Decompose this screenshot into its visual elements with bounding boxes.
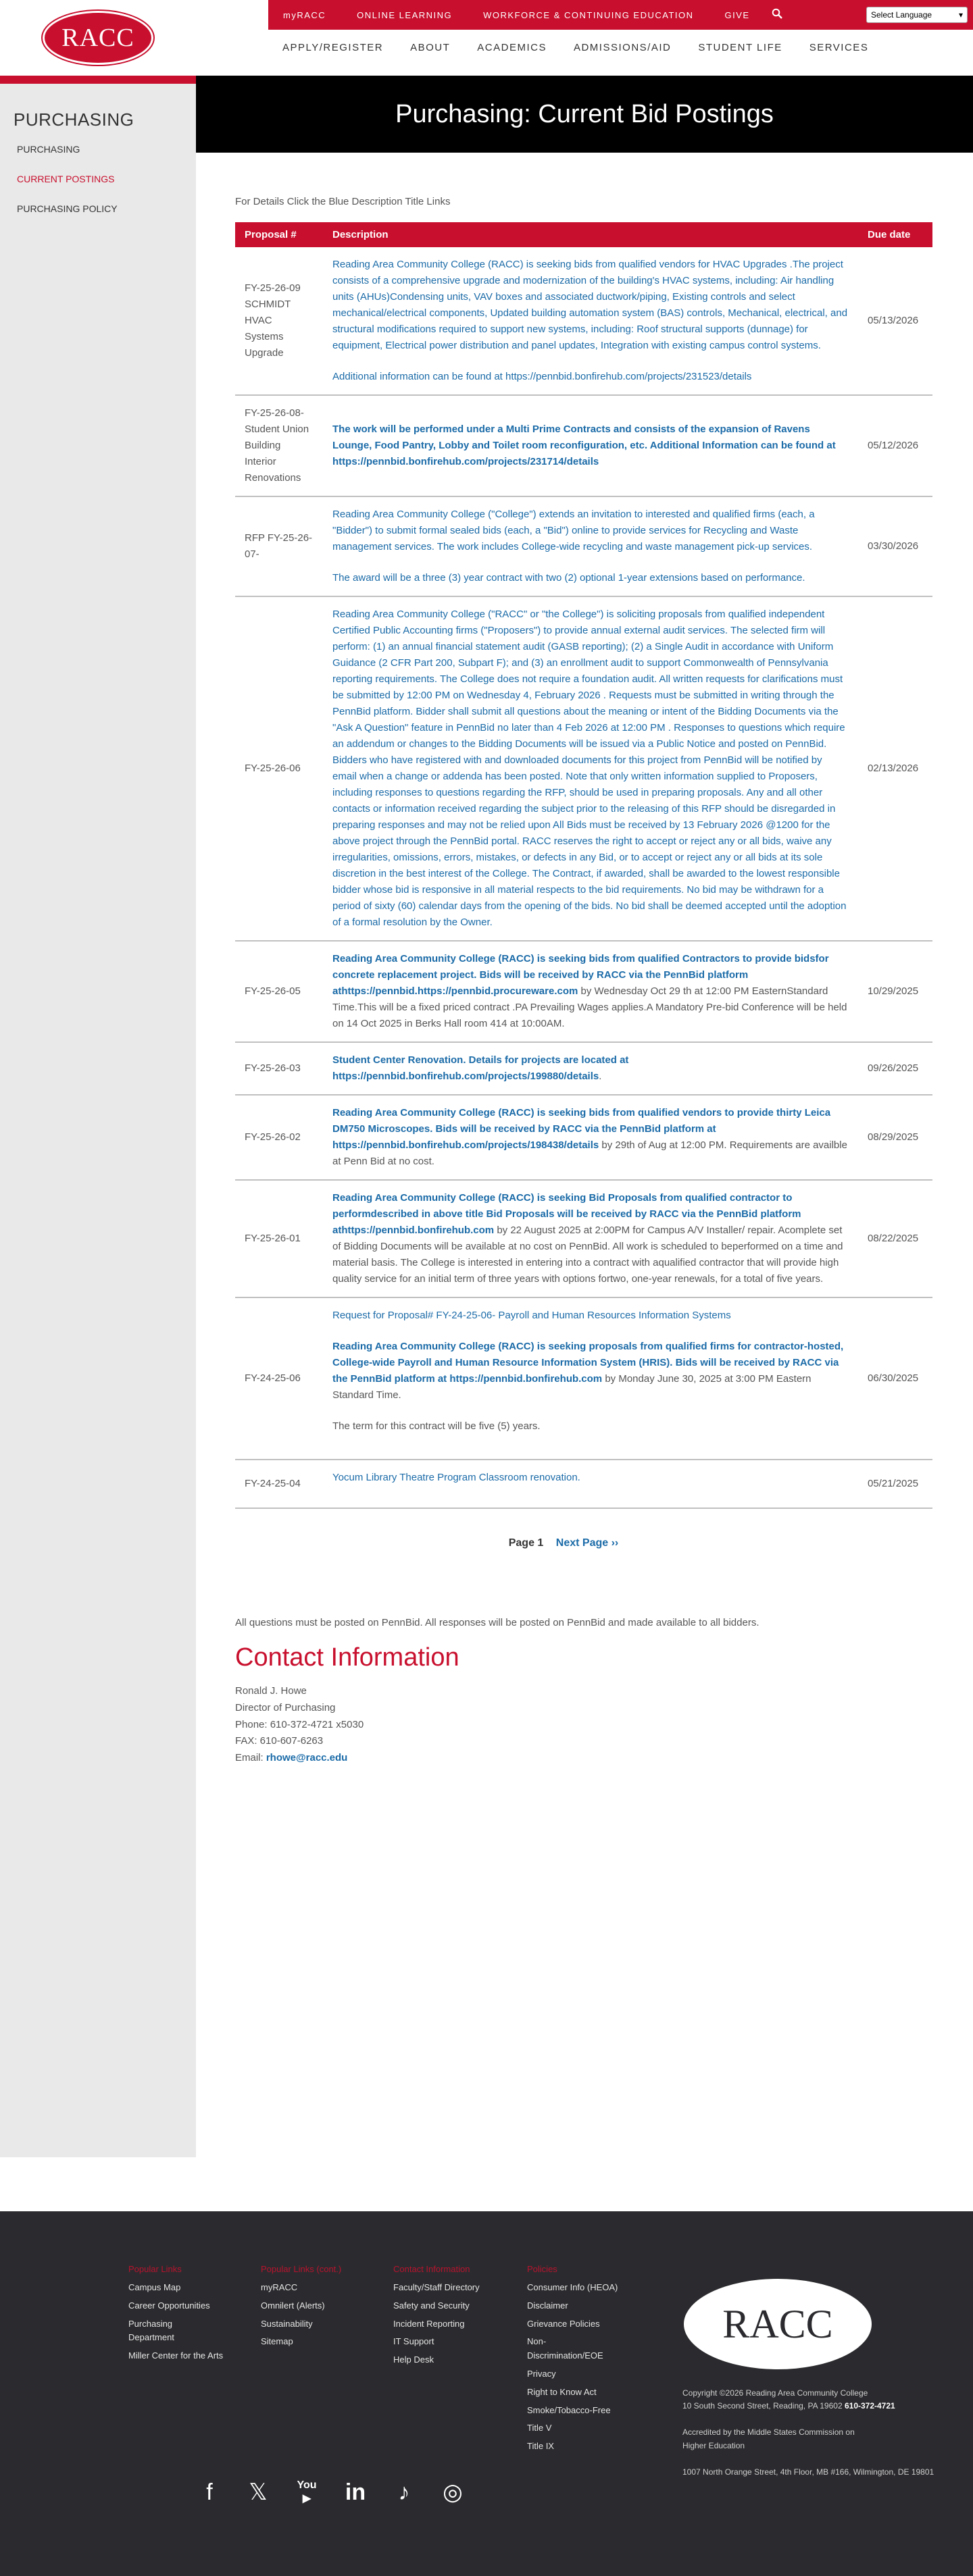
description-link[interactable]: Reading Area Community College (RACC) is seeking bids from qualified Contractors to provide bidsfor concrete replacement project. Bids will be received by RACC via the PennBid platform athttps://pennbid.https://pennbid.procureware.com bbox=[332, 953, 829, 997]
footer-link[interactable]: Help Desk bbox=[393, 2354, 434, 2365]
description-text: by 22 August 2025 at 2:00PM for Campus A/V Installer/ repair. Acomplete set of Bidding Documents will be available at no cost on PennBid. All work is scheduled to beperformed on a time and material basis. The College is interested in entering into a contract with aqualified contractor that will provide high quality service for an initial term of three years with options fortwo, one-year renewals, for a total of five years. bbox=[332, 1225, 843, 1285]
sidebar-item-current-postings[interactable]: CURRENT POSTINGS bbox=[17, 174, 115, 184]
intro-text: For Details Click the Blue Description Title Links bbox=[235, 196, 451, 207]
tiktok-icon[interactable]: ♪ bbox=[398, 2479, 410, 2505]
table-row bbox=[235, 596, 932, 941]
description-link[interactable]: Reading Area Community College ("RACC" or "the College") is soliciting proposals from qualified independent Certified Public Accounting firms ("Proposers") to provide annual external audit services. The selected firm will perform: (1) an annual financial statement audit (GASB reporting); (2) a Single Audit in accordance with Uniform Guidance (2 CFR Part 200, Subpart F); and (3) an enrollment audit to support Commonwealth of Pennsylvania reporting requirements. The College does not require a foundation audit. All written requests for clarifications must be submitted by 12:00 PM on Wednesday 4, February 2026 . Requests must be submitted in writing through the PennBid platform. Bidder shall submit all questions about the meaning or intent of the Bidding Documents via the "Ask A Question" feature in PennBid no later than 4 Feb 2026 at 12:00 PM . Responses to questions which require an addendum or changes to the Bidding Documents will be issued via a Public Notice and posted on PennBid. Bidders who have registered with and downloaded documents for this project from PennBid will be notified by email when a change or addenda has been posted. Note that only written information supplied to Proposers, including responses to questions regarding the RFP, should be used in preparing proposals. Any and all other contacts or information received regarding the subject prior to the releasing of this RFP should be disregarded in preparing responses and may not be relied upon All Bids must be received by 13 February 2026 @1200 for the above project through the PennBid portal. RACC reserves the right to accept or reject any or all bids, waive any irregularities, omissions, errors, mistakes, or defects in any Bid, or to accept or reject any or all bids at its sole discretion in the best interest of the College. The Contract, if awarded, shall be awarded to the lowest responsible bidder whose bid is responsive in all material respects to the bid requirements. No bid may be withdrawn for a period of sixty (60) calendar days from the opening of the bids. No bid shall be deemed accepted until the adoption of a formal resolution by the Owner. bbox=[332, 609, 847, 928]
contact-phone: Phone: 610-372-4721 x5030 bbox=[235, 1718, 364, 1730]
nav-services[interactable]: SERVICES bbox=[809, 42, 869, 53]
footer-link[interactable]: Title IX bbox=[527, 2441, 554, 2452]
footer-link[interactable]: Smoke/Tobacco-Free bbox=[527, 2404, 611, 2415]
copyright: Copyright ©2026 Reading Area Community College bbox=[682, 2388, 868, 2398]
address: 10 South Second Street, Reading, PA 19602 bbox=[682, 2401, 843, 2411]
footer-heading: Popular Links bbox=[128, 2264, 182, 2274]
description-text: The term for this contract will be five (5) years. bbox=[332, 1420, 541, 1432]
social-links bbox=[196, 2479, 466, 2506]
description-link[interactable]: Reading Area Community College (RACC) is seeking bids from qualified vendors to provide thirty Leica DM750 Microscopes. Bids will be received by RACC via the PennBid platform at https://pennbid.bonfirehub.com/projects/198438/details bbox=[332, 1107, 831, 1151]
proposal-number: FY-25-26-03 bbox=[235, 1042, 323, 1095]
contact-block bbox=[235, 1683, 892, 1767]
footer-link[interactable]: Grievance Policies bbox=[527, 2318, 600, 2329]
proposal-number: FY-25-26-05 bbox=[235, 941, 323, 1042]
description-link[interactable]: The work will be performed under a Multi Prime Contracts and consists of the expansion of Ravens Lounge, Food Pantry, Lobby and Toilet room reconfiguration, etc. Additional Information can be found at https://pennbid.bonfirehub.com/projects/231714/details bbox=[332, 423, 836, 467]
footer-heading: Popular Links (cont.) bbox=[261, 2264, 342, 2274]
due-date: 05/12/2026 bbox=[858, 395, 932, 496]
next-page-link[interactable]: Next Page ›› bbox=[555, 1537, 619, 1549]
utility-bar bbox=[268, 0, 973, 30]
footer-link[interactable]: Sustainability bbox=[261, 2318, 313, 2329]
table-row bbox=[235, 496, 932, 596]
nav-student-life[interactable]: STUDENT LIFE bbox=[698, 42, 782, 53]
footer-column-popular-links bbox=[128, 2264, 243, 2367]
sidebar bbox=[0, 84, 196, 2157]
phone: 610-372-4721 bbox=[844, 2401, 895, 2411]
description-title-link[interactable]: Yocum Library Theatre Program Classroom renovation. bbox=[332, 1472, 580, 1483]
description-text[interactable]: The award will be a three (3) year contract with two (2) optional 1-year extensions based on performance. bbox=[332, 572, 805, 584]
proposal-number: RFP FY-25-26-07- bbox=[235, 496, 323, 596]
footer-logo[interactable]: RACC bbox=[684, 2279, 872, 2369]
table-row bbox=[235, 1180, 932, 1297]
column-header-description: Description bbox=[323, 222, 858, 247]
x-icon[interactable]: 𝕏 bbox=[249, 2479, 268, 2505]
footer-link[interactable]: Campus Map bbox=[128, 2282, 181, 2292]
pennbid-notice: All questions must be posted on PennBid. All responses will be posted on PennBid and made available to all bidders. bbox=[235, 1617, 759, 1628]
proposal-number: FY-25-26-01 bbox=[235, 1180, 323, 1297]
language-select[interactable]: Select Language ▾ bbox=[866, 7, 968, 23]
due-date: 10/29/2025 bbox=[858, 941, 932, 1042]
contact-name: Ronald J. Howe bbox=[235, 1685, 307, 1697]
column-header-proposal: Proposal # bbox=[235, 222, 323, 247]
description-link[interactable]: Reading Area Community College (RACC) is seeking proposals from qualified firms for contractor-hosted, College-wide Payroll and Human Resource Information System (HRIS). Bids will be received by RACC via the PennBid platform at https://pennbid.bonfirehub.com bbox=[332, 1341, 844, 1385]
footer-link[interactable]: Right to Know Act bbox=[527, 2386, 597, 2397]
table-row bbox=[235, 1042, 932, 1095]
footer-link[interactable]: Safety and Security bbox=[393, 2300, 470, 2311]
description-text: by Monday June 30, 2025 at 3:00 PM Eastern Standard Time. bbox=[332, 1373, 812, 1401]
footer-heading: Policies bbox=[527, 2264, 557, 2274]
proposal-number: FY-24-25-06 bbox=[235, 1297, 323, 1460]
proposal-number: FY-24-25-04 bbox=[235, 1460, 323, 1508]
description-link[interactable]: Student Center Renovation. Details for projects are located at https://pennbid.bonfirehub.com/projects/199880/details bbox=[332, 1054, 629, 1082]
nav-about[interactable]: ABOUT bbox=[410, 42, 451, 53]
contact-title: Director of Purchasing bbox=[235, 1701, 336, 1714]
footer-info bbox=[682, 2387, 966, 2479]
utility-link-myracc[interactable]: myRACC bbox=[283, 9, 326, 20]
description-text: by 29th of Aug at 12:00 PM. Requirements are availble at Penn Bid at no cost. bbox=[332, 1139, 847, 1167]
contact-fax: FAX: 610-607-6263 bbox=[235, 1735, 324, 1747]
page-title: Purchasing: Current Bid Postings bbox=[196, 76, 973, 153]
description-text: . bbox=[599, 1071, 602, 1082]
column-header-due-date: Due date bbox=[858, 222, 932, 247]
footer-column-policies bbox=[527, 2264, 642, 2458]
current-page: Page 1 bbox=[508, 1537, 544, 1549]
footer-link[interactable]: Omnilert (Alerts) bbox=[261, 2300, 325, 2311]
site-header bbox=[0, 0, 973, 76]
table-row bbox=[235, 247, 932, 395]
table-row bbox=[235, 395, 932, 496]
utility-link-workforce[interactable]: WORKFORCE & CONTINUING EDUCATION bbox=[483, 9, 694, 20]
footer-link[interactable]: Disclaimer bbox=[527, 2300, 568, 2311]
linkedin-icon[interactable]: in bbox=[345, 2479, 366, 2505]
footer-link[interactable]: Faculty/Staff Directory bbox=[393, 2282, 480, 2292]
proposal-number: FY-25-26-09 SCHMIDT HVAC Systems Upgrade bbox=[235, 247, 323, 395]
table-row bbox=[235, 1460, 932, 1508]
footer-link[interactable]: myRACC bbox=[261, 2282, 298, 2292]
footer-link[interactable]: Career Opportunities bbox=[128, 2300, 210, 2311]
search-icon[interactable] bbox=[772, 8, 789, 22]
footer-heading: Contact Information bbox=[393, 2264, 470, 2274]
description-link[interactable]: Reading Area Community College (RACC) is seeking bids from qualified vendors for HVAC Upgrades .The project consists of a comprehensive upgrade and modernization of the building's HVAC systems, including: Air handling units (AHUs)Condensing units, VAV boxes and associated ductwork/piping, Existing controls and select mechanical/electrical components, Updated building automation system (BAS) controls, Mechanical, electrical, and structural modifications required to support new systems, including: Roof structural supports (dunnage) for equipment, Electrical power distribution and panel updates, Integration with existing campus control systems. bbox=[332, 259, 848, 351]
chevron-down-icon: ▾ bbox=[958, 10, 963, 20]
table-row bbox=[235, 1095, 932, 1180]
footer-link[interactable]: Title V bbox=[527, 2423, 552, 2433]
due-date: 08/22/2025 bbox=[858, 1180, 932, 1297]
youtube-icon[interactable]: You ▶ bbox=[297, 2479, 317, 2504]
msche-address: 1007 North Orange Street, 4th Floor, MB #166, Wilmington, DE 19801 bbox=[682, 2467, 934, 2477]
description-link[interactable]: Reading Area Community College ("College") extends an invitation to interested and qualified firms (each, a "Bidder") to submit formal sealed bids (each, a "Bid") online to provide services for Recycling and Waste management services. The work includes College-wide recycling and waste management pick-up services. bbox=[332, 509, 815, 552]
footer-column-popular-links-cont bbox=[261, 2264, 376, 2353]
due-date: 08/29/2025 bbox=[858, 1095, 932, 1180]
utility-link-give[interactable]: GIVE bbox=[724, 9, 750, 20]
proposal-number: FY-25-26-06 bbox=[235, 596, 323, 941]
description-title-link[interactable]: Request for Proposal# FY-24-25-06- Payroll and Human Resources Information Systems bbox=[332, 1310, 731, 1321]
due-date: 05/13/2026 bbox=[858, 247, 932, 395]
due-date: 09/26/2025 bbox=[858, 1042, 932, 1095]
nav-admissions-aid[interactable]: ADMISSIONS/AID bbox=[573, 42, 672, 53]
racc-logo: RACC bbox=[43, 11, 153, 65]
footer-link[interactable]: Consumer Info (HEOA) bbox=[527, 2282, 618, 2292]
facebook-icon[interactable]: f bbox=[206, 2479, 213, 2505]
utility-link-online-learning[interactable]: ONLINE LEARNING bbox=[357, 9, 453, 20]
logo-link[interactable] bbox=[0, 0, 196, 76]
main-nav bbox=[269, 42, 882, 53]
instagram-icon[interactable]: ◎ bbox=[443, 2479, 463, 2505]
additional-info-link[interactable]: Additional information can be found at https://pennbid.bonfirehub.com/projects/231523/details bbox=[332, 371, 752, 382]
site-footer bbox=[0, 2211, 973, 2576]
accreditation: Accredited by the Middle States Commission on Higher Education bbox=[682, 2427, 855, 2450]
due-date: 05/21/2025 bbox=[858, 1460, 932, 1508]
due-date: 02/13/2026 bbox=[858, 596, 932, 941]
proposal-number: FY-25-26-02 bbox=[235, 1095, 323, 1180]
footer-column-contact bbox=[393, 2264, 508, 2371]
footer-link[interactable]: Incident Reporting bbox=[393, 2318, 465, 2329]
sidebar-item-purchasing-policy[interactable]: PURCHASING POLICY bbox=[17, 203, 118, 214]
description-link[interactable]: Reading Area Community College (RACC) is seeking Bid Proposals from qualified contractor to performdescribed in above title Bid Proposals will be received by RACC via the PennBid platform athttps://pennbid.bonfirehub.com bbox=[332, 1192, 801, 1236]
sidebar-title: PURCHASING bbox=[14, 109, 134, 130]
contact-heading: Contact Information bbox=[235, 1643, 459, 1672]
footer-link[interactable]: Non-Discrimination/EOE bbox=[527, 2336, 603, 2361]
proposal-number: FY-25-26-08- Student Union Building Interior Renovations bbox=[235, 395, 323, 496]
footer-link[interactable]: Privacy bbox=[527, 2368, 556, 2379]
due-date: 06/30/2025 bbox=[858, 1297, 932, 1460]
bid-postings-table bbox=[235, 222, 932, 1509]
contact-email-link[interactable]: rhowe@racc.edu bbox=[266, 1752, 348, 1763]
due-date: 03/30/2026 bbox=[858, 496, 932, 596]
sidebar-item-purchasing[interactable]: PURCHASING bbox=[17, 144, 80, 155]
table-row bbox=[235, 941, 932, 1042]
footer-link[interactable]: Purchasing Department bbox=[128, 2318, 174, 2343]
nav-academics[interactable]: ACADEMICS bbox=[477, 42, 547, 53]
table-row bbox=[235, 1297, 932, 1460]
description-text: by Wednesday Oct 29 th at 12:00 PM EasternStandard Time.This will be a fixed priced contract .PA Prevailing Wages applies.A Mandatory Pre-bid Conference will be held on 14 Oct 2025 in Berks Hall room 414 at 10:00AM. bbox=[332, 985, 847, 1029]
footer-link[interactable]: IT Support bbox=[393, 2336, 434, 2347]
nav-apply-register[interactable]: APPLY/REGISTER bbox=[282, 42, 384, 53]
contact-email-label: Email: bbox=[235, 1752, 266, 1763]
pagination bbox=[235, 1537, 892, 1549]
footer-link[interactable]: Sitemap bbox=[261, 2336, 293, 2347]
footer-link[interactable]: Miller Center for the Arts bbox=[128, 2350, 224, 2361]
main-content bbox=[196, 85, 973, 2157]
